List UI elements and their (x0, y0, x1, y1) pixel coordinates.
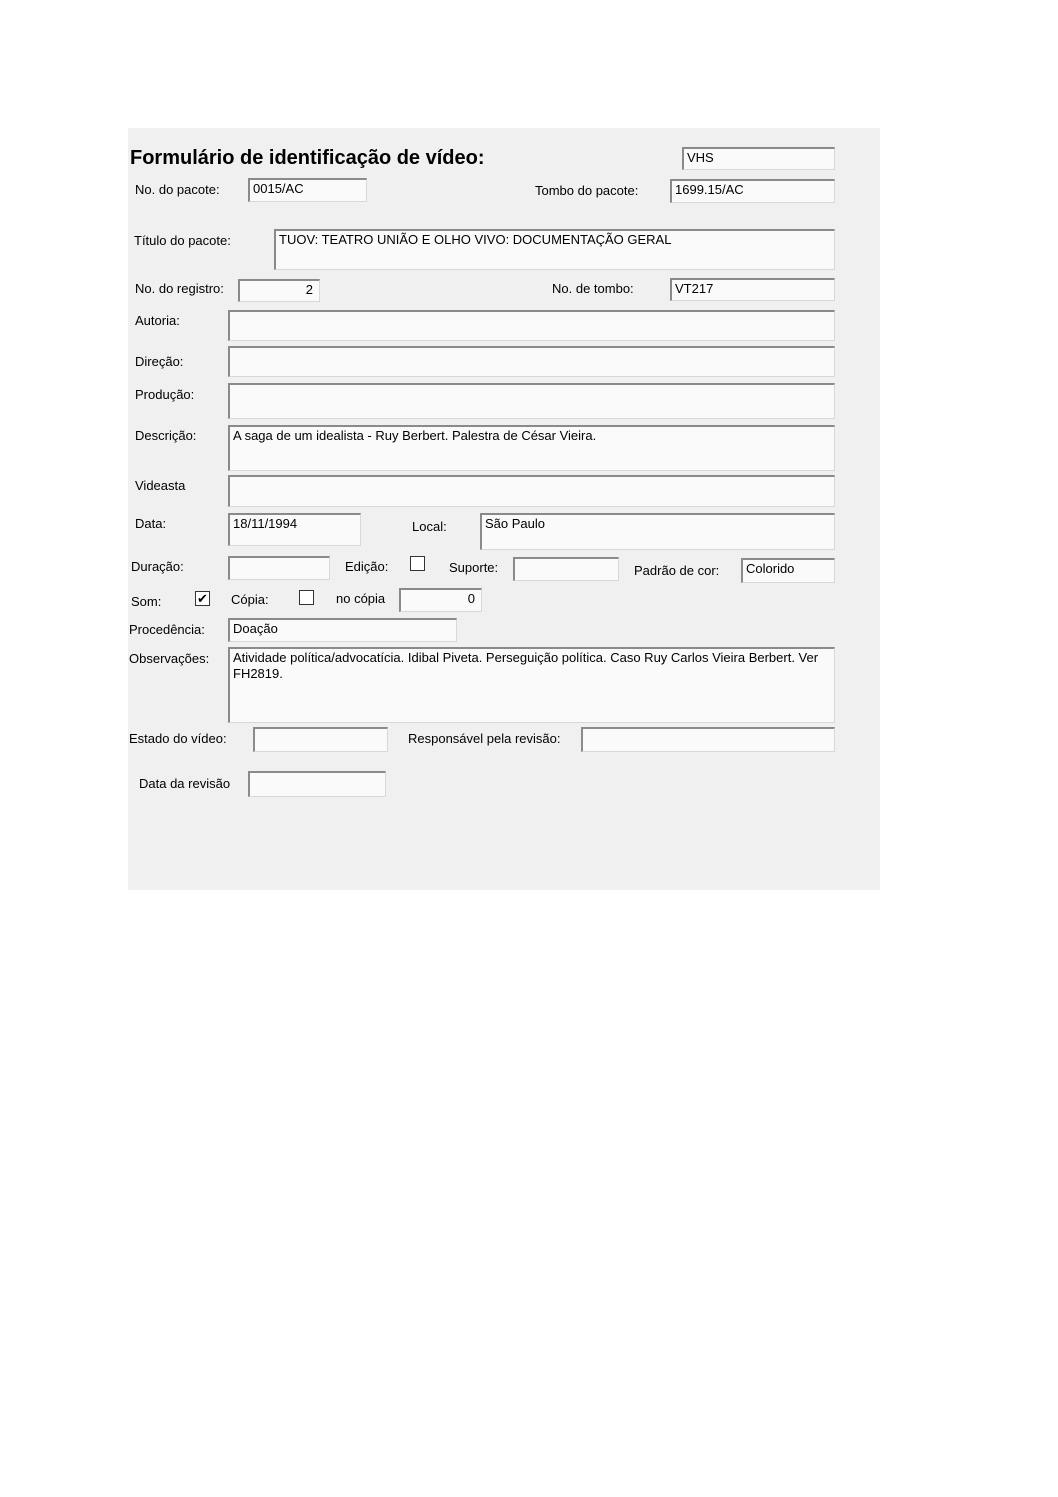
direcao-field[interactable] (228, 346, 835, 377)
tombo-pacote-field[interactable]: 1699.15/AC (670, 179, 835, 203)
observacoes-label: Observações: (129, 651, 210, 666)
autoria-label: Autoria: (135, 313, 180, 328)
data-field[interactable]: 18/11/1994 (228, 513, 361, 546)
direcao-label: Direção: (135, 354, 184, 369)
producao-label: Produção: (135, 387, 195, 402)
no-tombo-label: No. de tombo: (552, 281, 634, 296)
no-copia-label: no cópia (336, 591, 386, 606)
duracao-label: Duração: (131, 559, 184, 574)
descricao-field[interactable]: A saga de um idealista - Ruy Berbert. Palestra de César Vieira. (228, 425, 835, 471)
padrao-cor-field[interactable]: Colorido (741, 558, 835, 583)
form-title: Formulário de identificação de vídeo: (130, 147, 485, 169)
edicao-label: Edição: (345, 559, 389, 574)
no-pacote-label: No. do pacote: (135, 182, 220, 197)
copia-label: Cópia: (231, 592, 269, 607)
edicao-checkbox[interactable] (410, 556, 425, 571)
videasta-field[interactable] (228, 475, 835, 507)
no-copia-field[interactable]: 0 (399, 588, 482, 612)
duracao-field[interactable] (228, 556, 330, 580)
suporte-label: Suporte: (449, 560, 499, 575)
titulo-pacote-label: Título do pacote: (134, 233, 231, 248)
som-checkbox[interactable]: ✔ (195, 591, 210, 606)
local-field[interactable]: São Paulo (480, 513, 835, 550)
data-revisao-field[interactable] (248, 771, 386, 797)
observacoes-field[interactable]: Atividade política/advocatícia. Idibal Piveta. Perseguição política. Caso Ruy Carlos Vieira Berbert. Ver FH2819. (228, 647, 835, 723)
no-tombo-field[interactable]: VT217 (670, 278, 835, 301)
data-label: Data: (135, 516, 167, 531)
som-label: Som: (131, 594, 162, 609)
producao-field[interactable] (228, 383, 835, 419)
procedencia-label: Procedência: (129, 622, 205, 637)
formato-field[interactable]: VHS (682, 147, 835, 170)
estado-video-field[interactable] (253, 727, 388, 752)
copia-checkbox[interactable] (299, 590, 314, 605)
no-pacote-field[interactable]: 0015/AC (248, 178, 367, 202)
responsavel-field[interactable] (581, 727, 835, 752)
suporte-field[interactable] (513, 557, 619, 581)
descricao-label: Descrição: (135, 428, 197, 443)
data-revisao-label: Data da revisão (139, 776, 231, 791)
tombo-pacote-label: Tombo do pacote: (535, 183, 639, 198)
no-registro-label: No. do registro: (135, 281, 224, 296)
responsavel-label: Responsável pela revisão: (408, 731, 561, 746)
autoria-field[interactable] (228, 310, 835, 341)
local-label: Local: (412, 519, 447, 534)
procedencia-field[interactable]: Doação (228, 618, 457, 642)
padrao-cor-label: Padrão de cor: (634, 563, 720, 578)
titulo-pacote-field[interactable]: TUOV: TEATRO UNIÃO E OLHO VIVO: DOCUMENTAÇÃO GERAL (274, 229, 835, 270)
no-registro-field[interactable]: 2 (238, 279, 320, 302)
videasta-label: Videasta (135, 478, 186, 493)
estado-video-label: Estado do vídeo: (129, 731, 227, 746)
